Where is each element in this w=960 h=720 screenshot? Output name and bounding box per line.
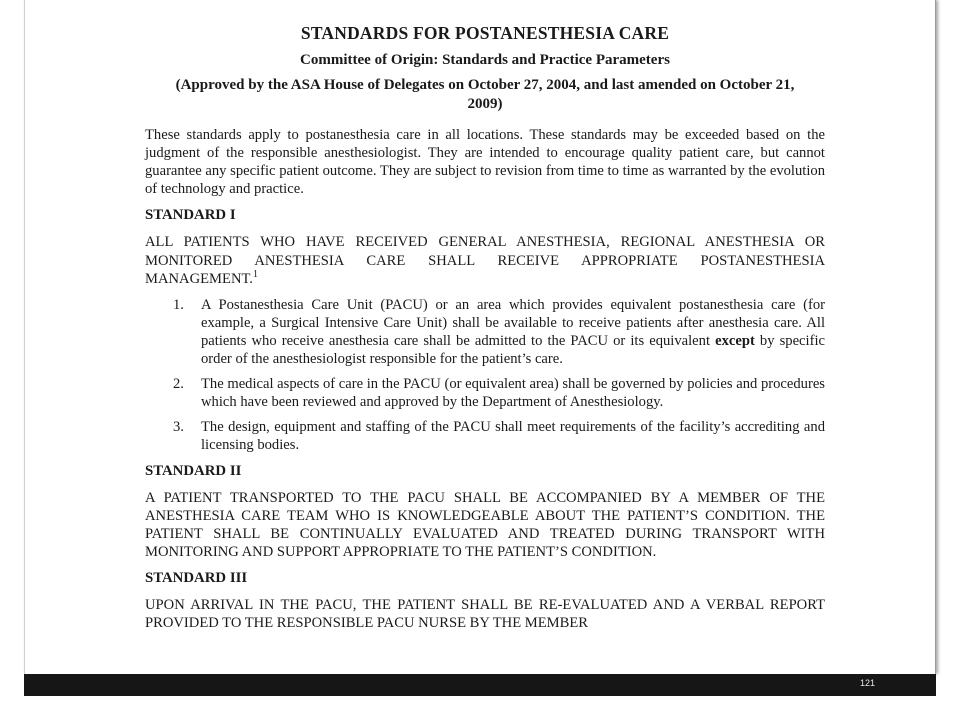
emphasis-text: except — [715, 332, 755, 349]
list-item-number: 2. — [173, 376, 184, 393]
committee-line: Committee of Origin: Standards and Practice Parameters — [300, 52, 670, 68]
page-number: 121 — [860, 678, 876, 688]
list-item-text-part: by specific order of the anesthesiologist responsible for the patient’s care. — [201, 332, 825, 368]
standard-1-heading: STANDARD I — [145, 207, 236, 224]
list-item-text-part: A Postanesthesia Care Unit (PACU) or an area which provides equivalent postanesthesia care (for example, a Surgical Intensive Care Unit) shall be available to receive patients after anesthesia care. All patients who receive anesthesia care shall be admitted to the PACU or its equivalent — [201, 296, 825, 349]
standard-1-statement: ALL PATIENTS WHO HAVE RECEIVED GENERAL ANESTHESIA, REGIONAL ANESTHESIA OR MONITORED ANESTHESIA CARE SHALL RECEIVE APPROPRIATE POSTANESTHESIA MANAGEMENT. — [145, 234, 825, 287]
list-item — [145, 375, 825, 411]
list-item-text: The medical aspects of care in the PACU (or equivalent area) shall be governed by policies and procedures which have been reviewed and approved by the Department of Anesthesiology. — [201, 376, 825, 411]
standard-1-text — [145, 233, 825, 287]
standard-3-heading: STANDARD III — [145, 569, 248, 586]
intro-paragraph: These standards apply to postanesthesia care in all locations. These standards may be exceeded based on the judgment of the responsible anesthesiologist. They are intended to encourage quality patient care, but cannot guarantee any specific patient outcome. They are subject to revision from time to time as warranted by the evolution of technology and practice. — [145, 127, 825, 198]
standard-2-text: A PATIENT TRANSPORTED TO THE PACU SHALL BE ACCOMPANIED BY A MEMBER OF THE ANESTHESIA CARE TEAM WHO IS KNOWLEDGEABLE ABOUT THE PATIENT’S CONDITION. THE PATIENT SHALL BE CONTINUALLY EVALUATED AND TREATED DURING TRANSPORT WITH MONITORING AND SUPPORT APPROPRIATE TO THE PATIENT’S CONDITION. — [145, 489, 825, 560]
standard-2-heading: STANDARD II — [145, 462, 242, 479]
document-page — [24, 0, 936, 674]
list-item — [145, 296, 825, 368]
approval-line: (Approved by the ASA House of Delegates on October 27, 2004, and last amended on October 21, 2009) — [175, 77, 795, 112]
list-item-number: 3. — [173, 419, 184, 436]
standard-1-list — [145, 296, 825, 455]
document-title: STANDARDS FOR POSTANESTHESIA CARE — [300, 23, 670, 43]
list-item-text — [201, 297, 825, 367]
standard-3-text: UPON ARRIVAL IN THE PACU, THE PATIENT SHALL BE RE-EVALUATED AND A VERBAL REPORT PROVIDED TO THE RESPONSIBLE PACU NURSE BY THE MEMBER — [145, 597, 825, 632]
list-item — [145, 418, 825, 454]
document-content — [145, 18, 825, 640]
list-item-number: 1. — [173, 296, 184, 313]
footnote-marker: 1 — [252, 268, 258, 280]
footer-bar — [24, 674, 936, 696]
list-item-text: The design, equipment and staffing of the PACU shall meet requirements of the facility’s accrediting and licensing bodies. — [201, 419, 825, 454]
